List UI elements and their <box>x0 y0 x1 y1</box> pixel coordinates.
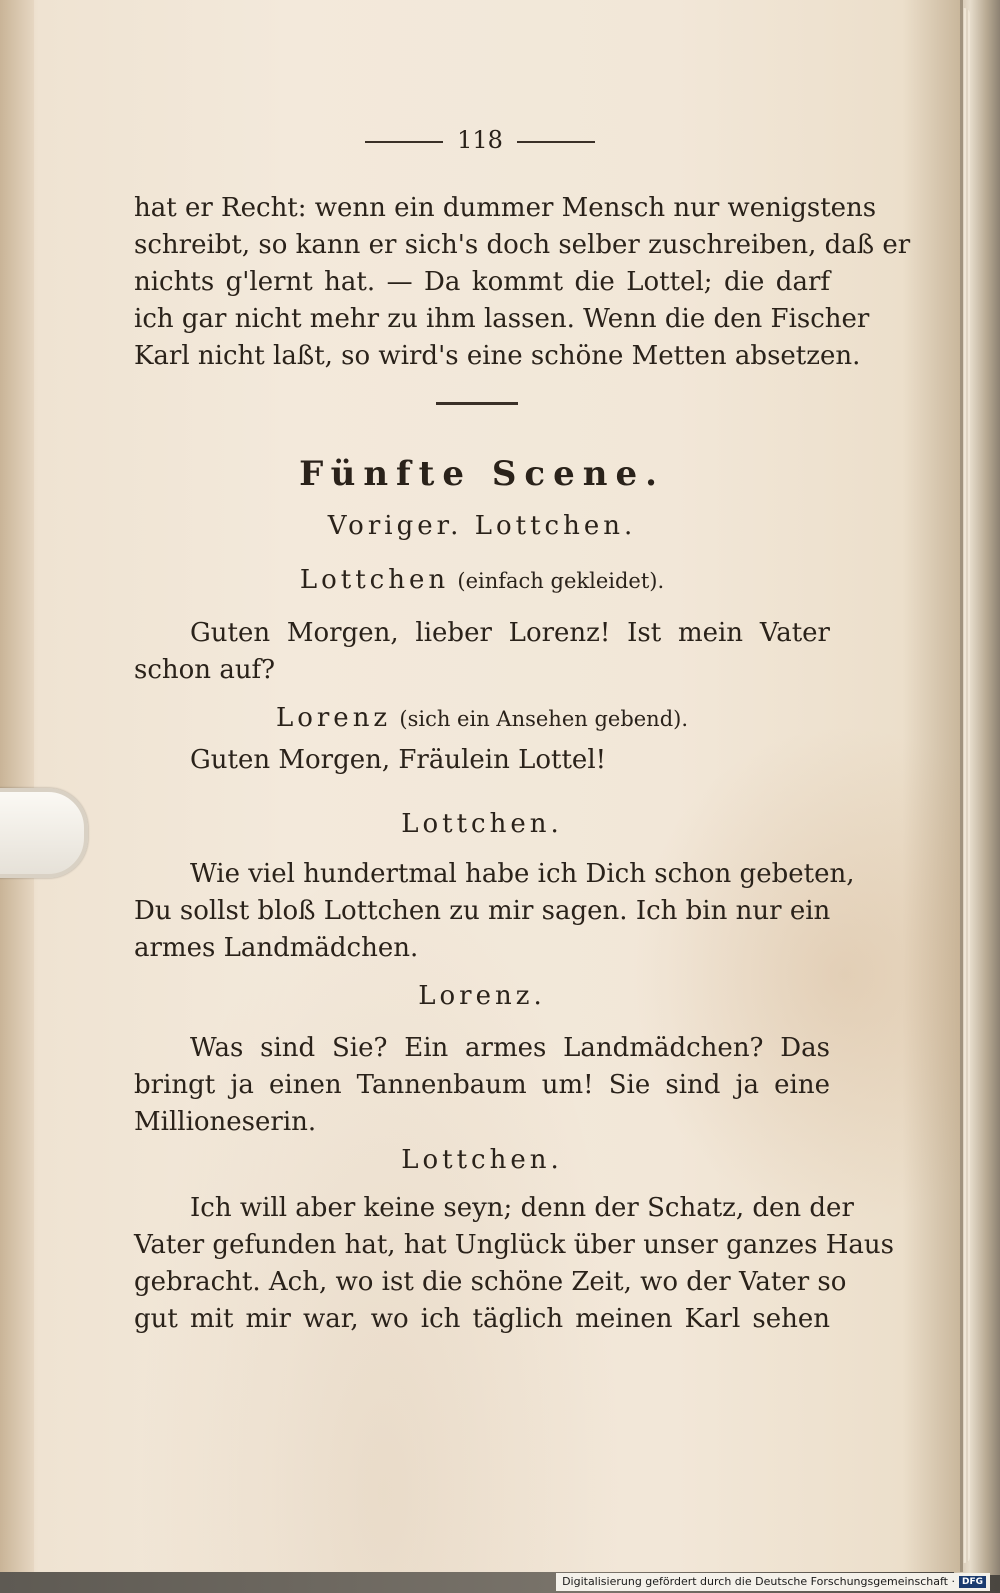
speaker-heading: Lottchen. <box>401 809 563 839</box>
text-line: nichts g'lernt hat. — Da kommt die Lottel; die darf <box>134 267 830 297</box>
scene-title: Fünfte Scene. <box>299 454 665 494</box>
page-gutter <box>0 0 34 1572</box>
dfg-logo: DFG <box>959 1576 986 1588</box>
header-rule-right <box>517 141 595 143</box>
stage-direction: (einfach gekleidet). <box>457 569 665 593</box>
speaker-name: Lorenz <box>275 703 392 733</box>
header-rule-left <box>365 141 443 143</box>
speaker-heading: Lottchen. <box>401 1145 563 1175</box>
dialogue-line: gebracht. Ach, wo ist die schöne Zeit, wo der Vater so <box>134 1267 847 1297</box>
section-divider <box>436 402 518 405</box>
scene-cast: Voriger. Lottchen. <box>327 511 637 541</box>
dialogue-line: Was sind Sie? Ein armes Landmädchen? Das <box>190 1033 830 1063</box>
text-line: ich gar nicht mehr zu ihm lassen. Wenn die den Fischer <box>134 304 870 334</box>
text-line: Karl nicht laßt, so wird's eine schöne Metten absetzen. <box>134 341 861 371</box>
speaker-heading <box>134 562 830 598</box>
speaker-heading <box>134 700 830 736</box>
speaker-name: Lottchen <box>299 565 450 595</box>
text-line: schreibt, so kann er sich's doch selber zuschreiben, daß er <box>134 230 911 260</box>
dialogue-line: schon auf? <box>134 655 276 685</box>
dialogue-line: Du sollst bloß Lottchen zu mir sagen. Ich bin nur ein <box>134 896 831 926</box>
dialogue-line: gut mit mir war, wo ich täglich meinen Karl sehen <box>134 1304 830 1334</box>
dialogue-line: Guten Morgen, lieber Lorenz! Ist mein Vater <box>190 618 830 648</box>
dialogue-line: Millioneserin. <box>134 1107 317 1137</box>
page-header <box>0 126 960 154</box>
stage-direction: (sich ein Ansehen gebend). <box>399 707 689 731</box>
speaker-heading: Lorenz. <box>418 981 546 1011</box>
dialogue-line: Wie viel hundertmal habe ich Dich schon gebeten, <box>190 859 855 889</box>
dialogue-line: Vater gefunden hat, hat Unglück über unser ganzes Haus <box>134 1230 894 1260</box>
digitization-footer <box>556 1573 990 1591</box>
page-number: 118 <box>457 126 503 154</box>
text-line: hat er Recht: wenn ein dummer Mensch nur wenigstens <box>134 193 877 223</box>
dialogue-line: Guten Morgen, Fräulein Lottel! <box>190 745 607 775</box>
page-clip-tab <box>0 788 88 878</box>
footer-credit: Digitalisierung gefördert durch die Deutsche Forschungsgemeinschaft · <box>562 1575 955 1588</box>
dialogue-line: Ich will aber keine seyn; denn der Schatz, den der <box>190 1193 854 1223</box>
dialogue-line: bringt ja einen Tannenbaum um! Sie sind ja eine <box>134 1070 830 1100</box>
dialogue-line: armes Landmädchen. <box>134 933 419 963</box>
